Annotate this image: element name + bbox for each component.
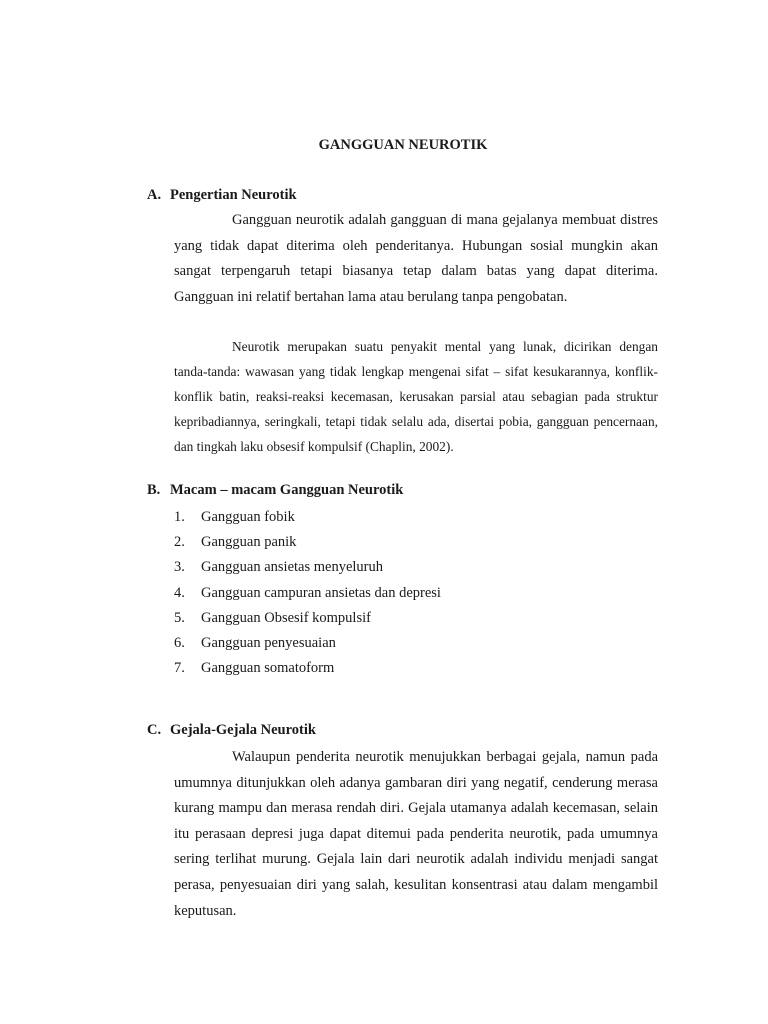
section-a-heading bbox=[147, 187, 297, 204]
section-a-letter: A. bbox=[147, 187, 162, 203]
list-item-number: 5. bbox=[174, 609, 185, 626]
list-item bbox=[174, 631, 441, 656]
list-item-number: 3. bbox=[174, 559, 185, 576]
list-item-number: 4. bbox=[174, 584, 185, 601]
list-item-text: Gangguan panik bbox=[201, 534, 297, 551]
section-c-letter: C. bbox=[147, 722, 162, 738]
neurotic-types-list bbox=[174, 505, 441, 681]
list-item bbox=[174, 656, 441, 681]
section-b-title: Macam – macam Gangguan Neurotik bbox=[170, 482, 404, 498]
list-item bbox=[174, 581, 441, 606]
section-a-paragraph-1: Gangguan neurotik adalah gangguan di mana gejalanya membuat distres yang tidak dapat diterima oleh penderitanya. Hubungan sosial mungkin akan sangat terpengaruh tetapi biasanya tetap dalam batas yang dapat diterima. Gangguan ini relatif bertahan lama atau berulang tanpa pengobatan. bbox=[174, 212, 658, 305]
list-item-text: Gangguan Obsesif kompulsif bbox=[201, 609, 371, 626]
section-c-heading bbox=[147, 722, 316, 739]
list-item-text: Gangguan campuran ansietas dan depresi bbox=[201, 584, 441, 601]
list-item-text: Gangguan somatoform bbox=[201, 660, 335, 677]
list-item bbox=[174, 606, 441, 631]
list-item-number: 1. bbox=[174, 509, 185, 525]
list-item-text: Gangguan penyesuaian bbox=[201, 634, 336, 651]
section-c-paragraph-1: Walaupun penderita neurotik menujukkan berbagai gejala, namun pada umumnya ditunjukkan oleh adanya gambaran diri yang negatif, cenderung merasa kurang mampu dan merasa rendah diri. Gejala utamanya adalah kecemasan, selain itu perasaan depresi juga dapat ditemui pada penderita neurotik, pada umumnya sering terlihat murung. Gejala lain dari neurotik adalah individu menjadi sangat perasa, penyesuaian diri yang salah, kesulitan konsentrasi atau dalam mengambil keputusan. bbox=[174, 749, 658, 919]
list-item bbox=[174, 505, 441, 530]
section-a-title: Pengertian Neurotik bbox=[170, 187, 297, 203]
section-b-letter: B. bbox=[147, 482, 161, 498]
list-item bbox=[174, 530, 441, 555]
list-item-number: 6. bbox=[174, 634, 185, 651]
list-item-number: 2. bbox=[174, 534, 185, 551]
section-b-heading bbox=[147, 482, 403, 499]
page-title: GANGGUAN NEUROTIK bbox=[318, 137, 488, 153]
list-item bbox=[174, 555, 441, 580]
list-item-number: 7. bbox=[174, 660, 185, 677]
list-item-text: Gangguan fobik bbox=[201, 509, 295, 525]
section-c-title: Gejala-Gejala Neurotik bbox=[170, 722, 316, 738]
list-item-text: Gangguan ansietas menyeluruh bbox=[201, 559, 384, 576]
section-a-paragraph-2: Neurotik merupakan suatu penyakit mental yang lunak, dicirikan dengan tanda-tanda: wawasan yang tidak lengkap mengenai sifat – sifat kesukarannya, konflik-konflik batin, reaksi-reaksi kecemasan, kerusakan parsial atau sebagian pada struktur kepribadiannya, seringkali, tetapi tidak selalu ada, disertai pobia, gangguan pencernaan, dan tingkah laku obsesif kompulsif (Chaplin, 2002). bbox=[174, 339, 658, 454]
